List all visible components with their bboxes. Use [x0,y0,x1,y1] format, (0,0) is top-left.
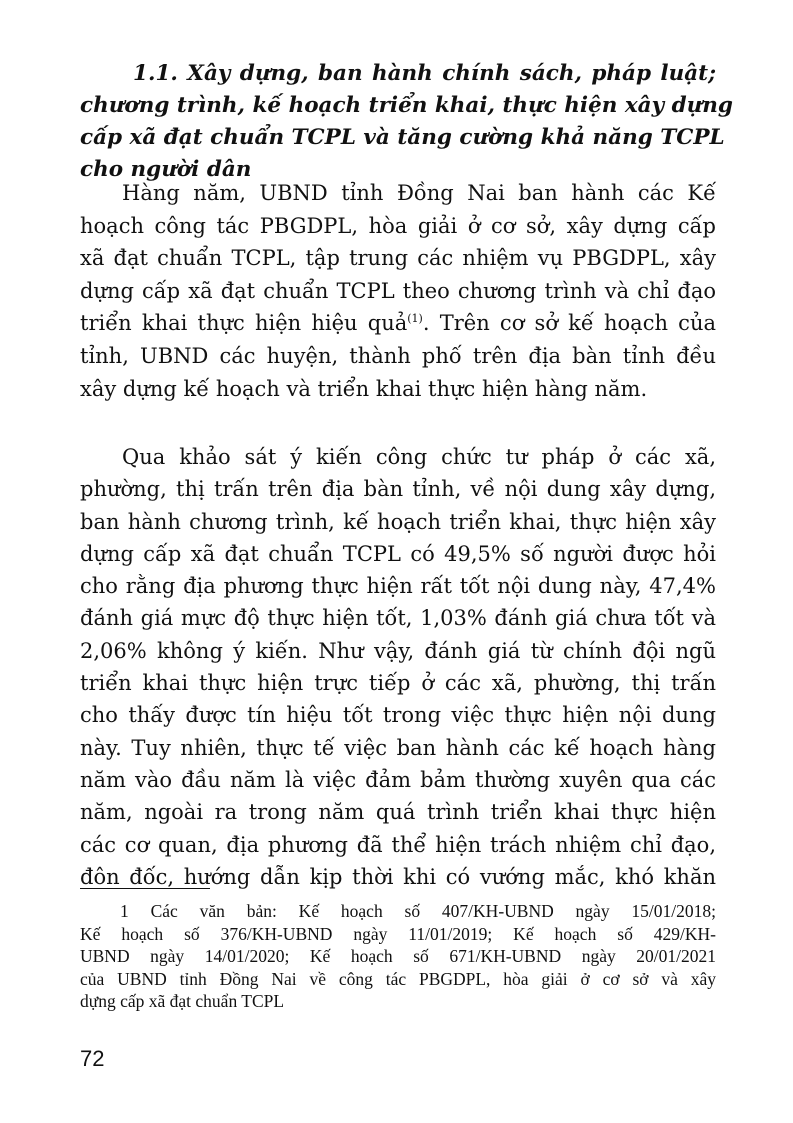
footnote-line: Kế hoạch số 376/KH-UBND ngày 11/01/2019; Kế hoạch số 429/KH- [80,923,716,944]
text-line: hoạch công tác PBGDPL, hòa giải ở cơ sở, xây dựng cấp [80,213,716,238]
text-line: cho rằng địa phương thực hiện rất tốt nội dung này, 47,4% [80,574,716,599]
footnote-line: dựng cấp xã đạt chuẩn TCPL [80,991,285,1012]
text-line: đánh giá mực độ thực hiện tốt, 1,03% đánh giá chưa tốt và [80,606,716,631]
text-line: ban hành chương trình, kế hoạch triển khai, thực hiện xây [80,509,716,534]
heading-line: cấp xã đạt chuẩn TCPL và tăng cường khả năng TCPL [80,125,725,150]
text-line: tỉnh, UBND các huyện, thành phố trên địa bàn tỉnh đều [80,343,716,368]
text-line: Qua khảo sát ý kiến công chức tư pháp ở các xã, [122,445,716,469]
footnote-ref[interactable]: (1) [407,312,423,326]
paragraph-1 [80,177,716,405]
heading-line: cho người dân [80,157,252,182]
text-line [80,307,716,340]
footnote-line: UBND ngày 14/01/2020; Kế hoạch số 671/KH-UBND ngày 20/01/2021 [80,946,716,967]
text-line: năm, ngoài ra trong năm quá trình triển khai thực hiện [80,800,716,825]
text-line: năm vào đầu năm là việc đảm bảm thường xuyên qua các [80,767,716,792]
heading-line: 1.1. Xây dựng, ban hành chính sách, pháp luật; [133,61,716,86]
text-line: các cơ quan, địa phương đã thể hiện trách nhiệm chỉ đạo, [80,832,716,857]
text-line: triển khai thực hiện trực tiếp ở các xã, phường, thị trấn [80,671,716,696]
text-line: này. Tuy nhiên, thực tế việc ban hành các kế hoạch hàng [80,735,716,760]
footnote-divider [80,888,210,889]
paragraph-2 [80,441,716,893]
text-line: đôn đốc, hướng dẫn kịp thời khi có vướng mắc, khó khăn [80,864,716,889]
section-heading [80,58,733,186]
text-line: Hàng năm, UBND tỉnh Đồng Nai ban hành các Kế [122,181,716,205]
text-line: xã đạt chuẩn TCPL, tập trung các nhiệm vụ PBGDPL, xây [80,246,716,271]
text-line: phường, thị trấn trên địa bàn tỉnh, về nội dung xây dựng, [80,477,716,502]
text-line: 2,06% không ý kiến. Như vậy, đánh giá từ chính đội ngũ [80,638,716,663]
text-segment: . Trên cơ sở kế hoạch của [422,311,716,336]
footnote-line: 1 Các văn bản: Kế hoạch số 407/KH-UBND ngày 15/01/2018; [120,901,716,921]
text-segment: triển khai thực hiện hiệu quả [80,311,408,336]
text-line: dựng cấp xã đạt chuẩn TCPL theo chương trình và chỉ đạo [80,278,716,303]
footnote-line: của UBND tỉnh Đồng Nai về công tác PBGDPL, hòa giải ở cơ sở và xây [80,968,716,989]
text-line: cho thấy được tín hiệu tốt trong việc thực hiện nội dung [80,703,716,728]
text-line: dựng cấp xã đạt chuẩn TCPL có 49,5% số người được hỏi [80,541,716,566]
footnote [80,900,716,1013]
text-line: xây dựng kế hoạch và triển khai thực hiện hàng năm. [80,376,648,401]
heading-line: chương trình, kế hoạch triển khai, thực hiện xây dựng [80,93,733,118]
page-number: 72 [80,1046,105,1071]
